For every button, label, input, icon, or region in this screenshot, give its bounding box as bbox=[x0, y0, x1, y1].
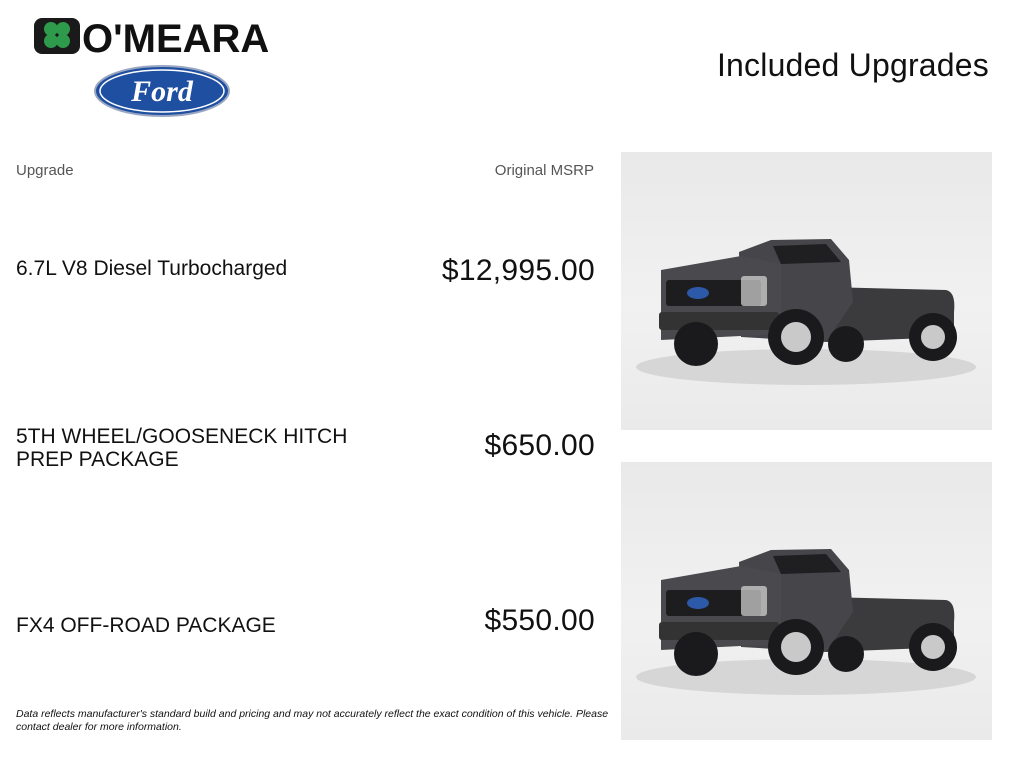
column-header-msrp: Original MSRP bbox=[494, 162, 594, 179]
ford-logo-text: Ford bbox=[131, 75, 193, 108]
dealer-logo bbox=[34, 14, 290, 58]
shamrock-logo-icon bbox=[34, 14, 290, 58]
upgrade-name: 5TH WHEEL/GOOSENECK HITCH PREP PACKAGE bbox=[16, 425, 348, 471]
upgrade-price: $12,995.00 bbox=[441, 254, 595, 287]
page-title: Included Upgrades bbox=[716, 47, 989, 83]
truck-photo-icon bbox=[621, 462, 992, 740]
truck-photo bbox=[621, 152, 992, 430]
column-header-upgrade: Upgrade bbox=[16, 162, 74, 179]
ford-logo bbox=[93, 64, 231, 118]
dealer-logo-text: O'MEARA bbox=[82, 17, 270, 58]
upgrade-name: FX4 OFF-ROAD PACKAGE bbox=[16, 614, 276, 637]
upgrade-name: 6.7L V8 Diesel Turbocharged bbox=[16, 257, 288, 280]
upgrade-price: $650.00 bbox=[484, 429, 595, 462]
upgrade-price: $550.00 bbox=[484, 604, 595, 637]
truck-photo-icon bbox=[621, 152, 992, 430]
truck-photo bbox=[621, 462, 992, 740]
disclaimer-text: Data reflects manufacturer's standard build and pricing and may not accurately reflect the exact condition of this vehicle. Please contact dealer for more information. bbox=[16, 708, 609, 733]
